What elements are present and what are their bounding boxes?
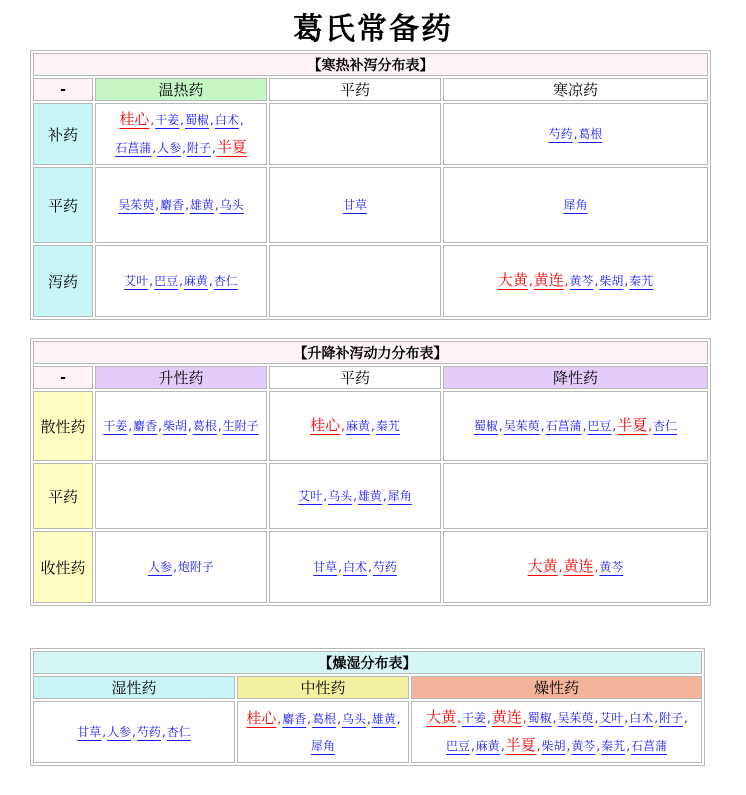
separator: , [307,711,312,726]
separator: , [173,559,177,574]
herb-link[interactable]: 秦艽 [629,274,654,288]
herb-link: 黄连 [563,557,594,575]
herb-cell [95,103,267,165]
col-header-neutral: 平药 [269,78,441,101]
herb-link[interactable]: 雄黄 [371,711,396,726]
col-header-neutral: 中性药 [237,676,409,699]
separator: , [239,113,244,127]
separator: , [210,113,214,127]
herb-link[interactable]: 麝香 [160,197,185,212]
herb-link[interactable]: 雄黄 [357,488,382,503]
separator: , [323,488,328,503]
herb-link[interactable]: 葛根 [312,711,337,726]
herb-link[interactable]: 杏仁 [166,724,191,739]
herb-link[interactable]: 麝香 [133,418,158,433]
herb-link[interactable]: 蜀椒 [185,113,210,127]
herb-link[interactable]: 石菖蒲 [631,739,668,753]
separator: , [128,418,133,433]
separator: , [540,419,545,433]
separator: , [182,141,186,155]
herb-link[interactable]: 巴豆 [445,739,470,753]
separator: , [158,418,162,433]
separator: , [185,197,189,212]
herb-link[interactable]: 葛根 [578,126,603,141]
separator: , [150,113,155,127]
herb-cell [95,245,267,317]
herb-link[interactable]: 甘草 [313,559,338,574]
col-header-cold: 寒凉药 [443,78,708,101]
herb-link[interactable]: 秦艽 [375,419,400,433]
herb-link[interactable]: 巴豆 [587,419,612,433]
row-header-neutral: 平药 [33,463,93,529]
separator: , [368,559,372,574]
herb-link[interactable]: 人参 [107,724,132,739]
herb-link[interactable]: 蜀椒 [527,711,552,725]
col-header-rising: 升性药 [95,366,267,389]
separator: , [594,560,599,574]
herb-cell [95,463,267,529]
herb-link[interactable]: 艾叶 [298,488,323,503]
herb-cell [269,103,441,165]
table-caption: 【燥湿分布表】 [33,651,702,674]
herb-link: 黄连 [533,271,564,289]
separator: , [341,419,345,433]
separator: , [180,113,184,127]
separator: , [211,141,216,155]
separator: , [582,419,587,433]
cold-heat-table [30,50,711,320]
herb-link[interactable]: 艾叶 [599,711,624,725]
herb-cell [443,103,708,165]
herb-cell [95,531,267,603]
herb-link[interactable]: 蜀椒 [473,419,498,433]
herb-link[interactable]: 黄芩 [599,560,624,574]
separator: , [594,711,599,725]
separator: , [528,274,533,288]
herb-link[interactable]: 雄黄 [189,197,214,212]
separator: , [155,197,160,212]
herb-link[interactable]: 白术 [214,113,239,127]
herb-cell [443,245,708,317]
separator: , [208,273,213,288]
herb-link: 大黄 [497,271,528,289]
herb-cell [269,167,441,243]
herb-link[interactable]: 黄芩 [569,274,594,288]
herb-cell [443,167,708,243]
herb-link[interactable]: 犀角 [387,488,412,503]
herb-link: 桂心 [246,708,277,727]
rise-fall-table [30,338,711,606]
separator: , [371,419,375,433]
corner-cell: - [33,78,93,101]
col-header-falling: 降性药 [443,366,708,389]
herb-link[interactable]: 艾叶 [124,273,149,288]
herb-link[interactable]: 芍药 [136,724,161,739]
herb-link: 半夏 [617,416,648,434]
herb-link[interactable]: 干姜 [155,113,180,127]
separator: , [149,273,154,288]
separator: , [558,560,563,574]
herb-link[interactable]: 人参 [148,559,173,574]
herb-link[interactable]: 麻黄 [475,739,500,753]
herb-link: 半夏 [216,138,247,156]
separator: , [624,711,629,725]
separator: , [536,739,541,753]
herb-link[interactable]: 吴茱萸 [557,711,594,725]
separator: , [654,711,659,725]
herb-link[interactable]: 杏仁 [653,419,678,433]
table-caption: 【升降补泻动力分布表】 [33,341,708,364]
herb-link[interactable]: 石菖蒲 [545,419,582,433]
separator: , [337,711,341,726]
page-title: 葛氏常备药 [293,12,453,47]
corner-cell: - [33,366,93,389]
herb-link[interactable]: 巴豆 [154,273,179,288]
herb-link[interactable]: 柴胡 [541,739,566,753]
herb-link[interactable]: 吴茱萸 [503,419,540,433]
herb-link[interactable]: 葛根 [192,418,217,433]
herb-cell [237,701,409,763]
separator: , [624,274,629,288]
col-header-warm: 温热药 [95,78,267,101]
herb-link: 桂心 [310,416,341,434]
row-header-neutral: 平药 [33,167,93,243]
herb-cell [269,531,441,603]
separator: , [338,559,342,574]
separator: , [498,419,503,433]
separator: , [396,711,401,726]
herb-link[interactable]: 吴茱萸 [118,197,155,212]
herb-link[interactable]: 柴胡 [162,418,187,433]
separator: , [573,126,578,141]
herb-link[interactable]: 乌头 [341,711,366,726]
herb-cell [443,531,708,603]
herb-link[interactable]: 石菖蒲 [115,141,152,155]
separator: , [522,711,527,725]
separator: , [596,739,601,753]
separator: , [353,488,357,503]
herb-link[interactable]: 黄芩 [571,739,596,753]
separator: , [132,724,136,739]
herb-link: 桂心 [119,110,150,128]
herb-link[interactable]: 附子 [659,711,684,725]
col-header-neutral: 平药 [269,366,441,389]
herb-link[interactable]: 乌头 [328,488,353,503]
separator: , [366,711,371,726]
herb-cell [269,245,441,317]
herb-link[interactable]: 芍药 [548,126,573,141]
table-caption: 【寒热补泻分布表】 [33,53,708,76]
herb-link[interactable]: 芍药 [372,559,397,574]
separator: , [684,711,688,725]
herb-link[interactable]: 人参 [157,141,182,155]
herb-link[interactable]: 乌头 [219,197,244,212]
separator: , [648,419,653,433]
separator: , [564,274,569,288]
herb-link: 半夏 [505,736,536,754]
herb-link: 大黄 [426,708,457,726]
col-header-dry: 燥性药 [411,676,702,699]
separator: , [382,488,387,503]
col-header-damp: 湿性药 [33,676,235,699]
dry-damp-table [30,648,705,766]
separator: , [566,739,571,753]
separator: , [486,711,491,725]
herb-link: 大黄 [527,557,558,575]
herb-link: 炮附子 [177,559,214,574]
separator: , [457,711,461,725]
row-header-dispersing: 散性药 [33,391,93,461]
herb-link[interactable]: 干姜 [103,418,128,433]
herb-link[interactable]: 甘草 [342,197,367,212]
herb-link[interactable]: 附子 [186,141,211,155]
separator: , [152,141,157,155]
herb-link[interactable]: 白术 [629,711,654,725]
herb-link[interactable]: 柴胡 [599,274,624,288]
separator: , [626,739,631,753]
herb-link[interactable]: 秦艽 [601,739,626,753]
separator: , [102,724,107,739]
herb-link[interactable]: 麻黄 [183,273,208,288]
herb-cell [269,391,441,461]
herb-cell [95,167,267,243]
herb-cell [95,391,267,461]
separator: , [217,418,222,433]
separator: , [179,273,183,288]
row-header-astringent: 收性药 [33,531,93,603]
separator: , [594,274,599,288]
herb-link[interactable]: 犀角 [310,738,335,753]
herb-cell [443,463,708,529]
herb-link[interactable]: 杏仁 [213,273,238,288]
herb-link[interactable]: 干姜 [461,711,486,725]
herb-link[interactable]: 麻黄 [345,419,370,433]
row-header-purge: 泻药 [33,245,93,317]
separator: , [612,419,617,433]
separator: , [552,711,557,725]
herb-cell [443,391,708,461]
herb-link: 黄连 [491,708,522,726]
herb-link[interactable]: 甘草 [77,724,102,739]
separator: , [470,739,475,753]
herb-cell [33,701,235,763]
row-header-tonify: 补药 [33,103,93,165]
herb-cell [269,463,441,529]
herb-link[interactable]: 白术 [342,559,367,574]
separator: , [214,197,219,212]
herb-link[interactable]: 生附子 [222,418,259,433]
separator: , [161,724,166,739]
herb-link[interactable]: 麝香 [282,711,307,726]
separator: , [188,418,192,433]
separator: , [500,739,505,753]
herb-link[interactable]: 犀角 [563,197,588,212]
herb-cell [411,701,702,763]
separator: , [277,711,282,726]
